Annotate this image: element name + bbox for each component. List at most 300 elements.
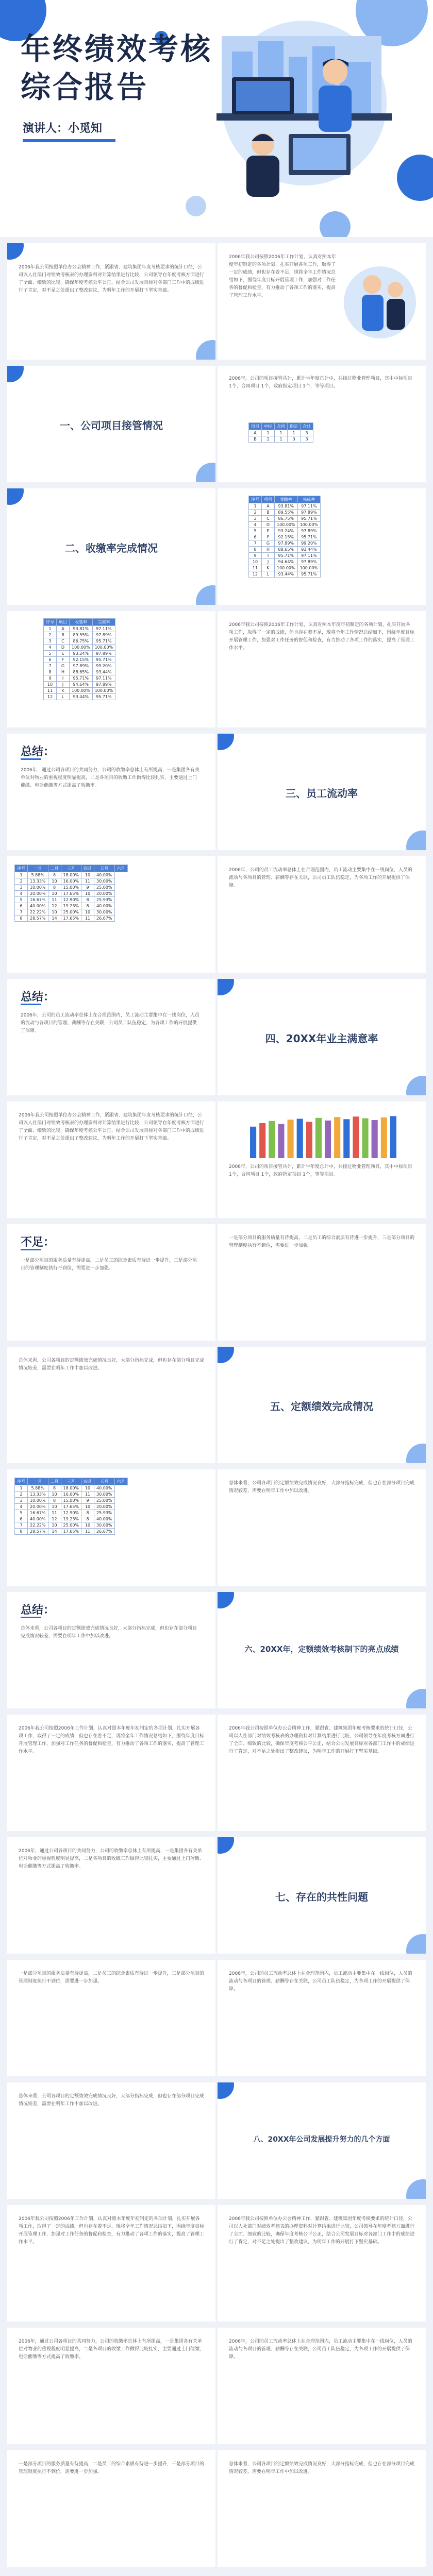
quota-table [14,1478,128,1535]
table-cell: 10 [81,1485,94,1492]
table-cell: 10 [81,1522,94,1529]
cover-slide[interactable] [0,0,433,237]
chart-bar [362,1118,369,1158]
table-cell: 93.44% [70,694,93,700]
table-cell: D [57,645,70,651]
satisfaction-bar-chart [248,1112,398,1158]
table-header-cell: 三月 [61,1478,81,1485]
table-row [249,528,321,534]
table-cell: 26.67% [94,916,115,922]
table-cell: 9 [81,885,94,891]
table-header-cell: 六月 [114,1478,127,1485]
table-cell: 16.67% [28,897,48,903]
table-header-cell: 二月 [48,865,61,872]
table-row [44,626,115,632]
table-cell: 2 [249,510,262,516]
table-cell: 40.00% [94,1516,115,1522]
table-cell: 3 [15,1498,28,1504]
shortcomings-title: 不足： [21,1236,55,1249]
decor-bubble [218,1837,234,1854]
table-cell: 19.23% [61,1516,81,1522]
table-cell: F [262,534,275,540]
table-cell: 25.93% [94,897,115,903]
accent-bar [21,758,41,760]
decor-bubble [7,488,24,505]
slide-issues-2[interactable] [218,1960,426,2076]
table-cell: 10 [48,909,61,916]
table-cell: 10.00% [28,1498,48,1504]
summary-paragraph: 总体来看，公司各项目的定额绩效完成情况良好，大部分指标完成，但也存在部分项目完成情况较差，需要在明年工作中加以改进。 [21,1626,197,1639]
table-cell: 4 [44,645,57,651]
table-row [15,1485,128,1492]
accent-bar [21,1004,41,1005]
table-cell: 97.89% [92,651,115,657]
slide-section-7[interactable] [218,1837,426,1954]
chart-bar [334,1117,340,1158]
table-row [15,1492,128,1498]
table-cell: 12.90% [61,1510,81,1516]
table-cell: 5 [249,528,262,534]
chart-bar [288,1120,294,1158]
table-cell: C [262,516,275,522]
slide-summary-3[interactable] [7,1592,215,1708]
table-cell: 89.55% [275,510,298,516]
slide-plan-3[interactable] [7,2328,215,2444]
table-header-cell: 三月 [61,865,81,872]
table-cell: 8 [44,669,57,675]
section-title: 三、员工流动率 [286,787,358,800]
table-cell: 10 [44,682,57,688]
table-cell: 11 [48,897,61,903]
slide-quota-table[interactable] [7,1469,215,1586]
table-cell: 95.71% [275,553,298,559]
table-cell: 40.00% [94,1485,115,1492]
highlights-paragraph: 2006年我公司按照单位办公会精神工作，紧跟省、建筑集团年度考核要求的统计口径，公司以人社部门对绩效考核表的办理资料对计算结果进行比较，公司领导在年度考核方面进行了全面、细致的比较，确保年度考核公平公正，结合公司发展目标对各部门工作中的成绩进行了肯定，对不足之处提出了整改建议，为明年工作的开展打下坚实基础。 [229,1726,415,1754]
slide-summary-2[interactable] [7,979,215,1095]
table-cell: 16.00% [61,878,81,885]
table-cell: 12 [44,694,57,700]
table-header-cell: 项目 [262,496,275,503]
table-row [249,510,321,516]
slide-collection-notes[interactable] [218,611,426,727]
satisfaction-notes: 2006年，公司的项目接管共计，累计半年度总计中，共接过物业管理项目，其中中标项目 1个，合同项目 1个，政府指定项目 1个，等等项目。 [229,1164,412,1177]
table-row [44,694,115,700]
table-row [249,534,321,540]
slide-satisfaction-text[interactable] [7,1101,215,1218]
table-row [249,522,321,528]
table-cell: 11 [81,1492,94,1498]
chart-bar [297,1119,303,1159]
table-cell: 30.00% [94,909,115,916]
table-header-cell: 序号 [15,865,28,872]
slide-plan-6[interactable] [218,2450,426,2567]
table-cell: 6 [249,534,262,540]
table-cell: 100.00% [70,688,93,694]
table-cell: 22.22% [28,1522,48,1529]
table-row [15,1516,128,1522]
slide-section-1[interactable] [7,366,215,482]
table-row [15,885,128,891]
table-cell: 10 [48,1492,61,1498]
decor-bubble [406,1076,426,1095]
decor-bubble [218,979,234,995]
plan-paragraph: 2006年我公司按照单位办公会精神工作，紧跟省、建筑集团年度考核要求的统计口径，公司以人社部门对绩效考核表的办理资料对计算结果进行比较，公司领导在年度考核方面进行了全面、细致的比较，确保年度考核公平公正，结合公司发展目标对各部门工作中的成绩进行了肯定，对不足之处提出了整改建议，为明年工作的开展打下坚实基础。 [229,2216,415,2245]
table-cell: 10 [48,878,61,885]
table-cell: 95.71% [297,571,321,578]
table-cell: 15.00% [61,1498,81,1504]
slide-highlights-2[interactable] [218,1715,426,1831]
table-row [15,916,128,922]
table-cell: 7 [249,540,262,547]
table-row [44,688,115,694]
table-cell: 6 [44,657,57,663]
table-cell: 10 [81,891,94,897]
table-header-cell: 二月 [48,1478,61,1485]
table-cell: 93.81% [70,626,93,632]
issues-paragraph: 2006年，公司的员工流动率总体上在合理范围内，员工流动主要集中在一线岗位，人员的流动与各项目的管理、薪酬等存在关联，公司员工队伍稳定，为各项工作的开展提供了保障。 [229,1971,412,1992]
slide-collection-table-2[interactable] [7,611,215,727]
section-title: 七、存在的共性问题 [275,1891,368,1903]
table-cell: C [57,638,70,645]
slide-section-3[interactable] [218,734,426,850]
slide-section-5[interactable] [218,1347,426,1463]
section-title: 八、20XX年公司发展提升努力的几个方面 [253,2136,390,2144]
table-cell: 8 [48,872,61,878]
table-cell: 4 [249,522,262,528]
table-cell: 30.00% [94,1522,115,1529]
table-cell: 18.00% [61,1485,81,1492]
table-cell: 7 [44,663,57,669]
table-cell: 2 [15,1492,28,1498]
table-header-cell: 完成率 [297,496,321,503]
slide-section-2[interactable] [7,488,215,605]
table-cell: J [57,682,70,688]
slide-turnover-notes[interactable] [218,856,426,973]
chart-bar [343,1119,349,1158]
issues-paragraph: 总体来看，公司各项目的定额绩效完成情况良好，大部分指标完成，但也存在部分项目完成情况较差，需要在明年工作中加以改进。 [19,2094,205,2107]
table-cell: 9 [249,553,262,559]
plan-paragraph: 一是部分项目的服务质量有待提高，二是员工的综合素质有待进一步提升，三是部分项目的管理制度执行不到位，需要进一步加强。 [19,2462,205,2475]
table-row [15,1529,128,1535]
table-cell: 100.00% [297,522,321,528]
table-row [15,1498,128,1504]
table-cell: H [262,547,275,553]
slide-plan-1[interactable] [7,2205,215,2321]
decor-bubble [7,243,24,260]
table-cell: 13.33% [28,1492,48,1498]
table-cell: 12 [48,903,61,909]
issues-paragraph: 一是部分项目的服务质量有待提高，二是员工的综合素质有待进一步提升，三是部分项目的管理制度执行不到位，需要进一步加强。 [19,1971,205,1984]
table-cell: 2 [44,632,57,638]
table-cell: 94.64% [70,682,93,688]
table-cell: 100.00% [92,688,115,694]
quota-notes: 总体来看，公司各项目的定额绩效完成情况良好，大部分指标完成，但也存在部分项目完成情况较差，需要在明年工作中加以改进。 [229,1481,415,1494]
satisfaction-paragraph: 2006年我公司按照单位办公会精神工作，紧跟省、建筑集团年度考核要求的统计口径，公司以人社部门对绩效考核表的办理资料对计算结果进行比较，公司领导在年度考核方面进行了全面、细致的比较，确保年度考核公平公正，结合公司发展目标对各部门工作中的成绩进行了肯定，对不足之处提出了整改建议，为明年工作的开展打下坚实基础。 [19,1113,205,1141]
table-header-row [15,1478,128,1485]
shortcomings-detail: 一是部分项目的服务质量有待提高，二是员工的综合素质有待进一步提升，三是部分项目的管理制度执行不到位，需要进一步加强。 [229,1235,415,1248]
table-header-cell: 序号 [249,496,262,503]
summary-paragraph: 2006年，通过公司各项目的共同努力，公司的收缴率总体上有所提高，一是集团各有关单位对物业的重视程度明显提高，二是各项目的收缴工作做得比较扎实，主要通过上门催缴、电话催缴等方式提高了收缴率。 [21,768,199,788]
slide-plan-5[interactable] [7,2450,215,2567]
table-cell: 25.00% [61,1522,81,1529]
table-cell: 7 [15,1522,28,1529]
slide-highlights-1[interactable] [7,1715,215,1831]
slide-satisfaction-chart[interactable] [218,1101,426,1218]
table-header-cell: 收缴率 [70,619,93,626]
decor-bubble [196,463,215,482]
slide-section-8[interactable] [218,2082,426,2199]
table-cell: 100.00% [92,645,115,651]
slide-shortcomings-detail[interactable] [218,1224,426,1341]
table-row [44,675,115,682]
table-header-cell: 收缴率 [275,496,298,503]
chart-bar [278,1124,284,1158]
table-cell: G [262,540,275,547]
table-cell: 92.15% [70,657,93,663]
table-cell: 17.65% [61,916,81,922]
table-cell: 10 [48,1522,61,1529]
table-cell: 100.00% [70,645,93,651]
table-cell: 6 [15,1516,28,1522]
table-cell: 17.65% [61,1504,81,1510]
table-cell: 8 [48,1498,61,1504]
table-cell: A [262,503,275,510]
slide-section-6[interactable] [218,1592,426,1708]
table-cell: L [57,694,70,700]
table-cell: 100.00% [275,565,298,571]
table-cell: 93.81% [275,503,298,510]
table-cell: B [57,632,70,638]
table-row [15,1510,128,1516]
table-cell: 93.44% [92,669,115,675]
decor-bubble [218,1347,234,1363]
table-cell: 6 [15,903,28,909]
table-cell: 99.20% [297,540,321,547]
table-cell: 11 [48,1510,61,1516]
table-cell: 19.23% [61,903,81,909]
chart-bar [259,1123,265,1158]
table-row [44,663,115,669]
table-cell: 93.24% [70,651,93,657]
table-cell: 2 [15,878,28,885]
table-cell: 12 [48,1516,61,1522]
table-cell: 9 [44,675,57,682]
table-cell: 10 [48,1504,61,1510]
table-cell: 10.00% [28,885,48,891]
table-row [249,540,321,547]
chart-bar [381,1117,387,1158]
slide-project-stats[interactable] [218,366,426,482]
table-cell: 28.57% [28,1529,48,1535]
table-cell: 100.00% [275,522,298,528]
table-row [15,878,128,885]
accent-bar [21,1249,41,1250]
table-cell: 92.15% [275,534,298,540]
chart-bar [306,1122,312,1158]
collection-rate-table [248,496,321,578]
chart-bar [325,1121,331,1158]
table-row [15,909,128,916]
slide-not-enough[interactable] [7,1224,215,1341]
table-cell: 88.65% [275,547,298,553]
section-title: 一、公司项目接管情况 [60,419,163,432]
table-cell: H [57,669,70,675]
table-cell: 5 [15,897,28,903]
table-cell: 93.44% [275,571,298,578]
table-row [249,503,321,510]
decor-bubble [406,2179,426,2199]
quota-paragraph: 总体来看，公司各项目的定额绩效完成情况良好，大部分指标完成，但也存在部分项目完成情况较差，需要在明年工作中加以改进。 [19,1358,205,1371]
decor-bubble [196,340,215,360]
table-cell: 4 [15,1504,28,1510]
slide-summary-1[interactable] [7,734,215,850]
table-cell: 25.00% [94,1498,115,1504]
table-cell: 97.89% [92,632,115,638]
table-cell: 8 [81,903,94,909]
section-title: 二、收缴率完成情况 [65,542,158,554]
table-row [249,565,321,571]
table-cell: 1 [15,872,28,878]
table-cell: D [262,522,275,528]
table-cell: 95.71% [70,675,93,682]
table-cell: 28.57% [28,916,48,922]
table-cell: E [262,528,275,534]
table-header-cell: 一月 [28,1478,48,1485]
table-header-cell: 五月 [94,865,115,872]
project-paragraph: 2006年，公司的项目接管共计，累计半年度总计中，共接过物业管理项目，其中中标项目 1个，合同项目 1个，政府指定项目 1个，等等项目。 [229,376,412,389]
table-cell: B [262,510,275,516]
chart-bar [250,1127,256,1158]
table-cell: 4 [15,891,28,897]
decor-bubble [406,831,426,850]
decor-bubble [218,734,234,750]
table-cell: 40.00% [28,1516,48,1522]
table-cell: 97.89% [70,663,93,669]
table-cell: 97.89% [297,528,321,534]
slide-highlights-3[interactable] [7,1837,215,1954]
decor-bubble [218,2082,234,2099]
table-cell: K [262,565,275,571]
turnover-table [14,865,128,922]
table-cell: E [57,651,70,657]
chart-bar [372,1120,378,1158]
table-cell: 11 [81,878,94,885]
table-cell: 97.11% [92,626,115,632]
table-cell: I [57,675,70,682]
table-cell: 94.64% [275,559,298,565]
collection-notes: 2006年我公司按照2006年工作计划，认真对照本年度年初制定的各项计划，扎实开展各项工作，取得了一定的成绩，但也存在着不足，现将全年工作情况总结如下，围绕年度目标开展管理工作，加强对工作任务的督促和检查，有力推动了各项工作的落实，提高了管理工作水平。 [229,622,415,651]
table-cell: 95.71% [92,694,115,700]
table-cell: 5.88% [28,1485,48,1492]
table-header-row [15,865,128,872]
table-cell: 25.00% [94,885,115,891]
decor-bubble [218,1592,234,1608]
table-row [249,559,321,565]
turnover-notes: 2006年，公司的员工流动率总体上在合理范围内，员工流动主要集中在一线岗位，人员的流动与各项目的管理、薪酬等存在关联，公司员工队伍稳定，为各项工作的开展提供了保障。 [229,868,412,888]
table-row [44,669,115,675]
table-header-cell: 项目 [57,619,70,626]
table-row [15,891,128,897]
cover-title: 年终绩效考核 综合报告 [21,31,213,105]
slide-quota-notes[interactable] [218,1469,426,1586]
table-row [15,872,128,878]
table-cell: 20.00% [94,1504,115,1510]
table-cell: 97.89% [297,559,321,565]
table-cell: 17.65% [61,1529,81,1535]
table-cell: 95.71% [92,638,115,645]
table-cell: 89.55% [70,632,93,638]
table-cell: 14 [48,1529,61,1535]
table-row [249,516,321,522]
project-table: 项目 中标 合同 指定 合计 A 1 1 1 3 B 2 1 0 3 [248,422,313,443]
table-row [249,553,321,559]
slide-overview[interactable] [218,243,426,360]
table-cell: 20.00% [28,891,48,897]
intro-paragraph: 2006年我公司按照单位办公会精神工作，紧跟省、建筑集团年度考核要求的统计口径，公司以人社部门对绩效考核表的办理资料对计算结果进行比较，公司领导在年度考核方面进行了全面、细致的比较，确保年度考核公平公正，结合公司发展目标对各部门工作中的成绩进行了肯定，对不足之处提出了整改建议，为明年工作的开展打下坚实基础。 [19,265,205,293]
overview-paragraph: 2006年我公司按照2006年工作计划，认真对照本年度年初制定的各项计划，扎实开展各项工作，取得了一定的成绩，但也存在着不足，现将全年工作情况总结如下，围绕年度目标开展管理工作，加强对工作任务的督促和检查，有力推动了各项工作的落实，提高了管理工作水平。 [229,255,336,298]
table-cell: 10 [81,909,94,916]
chart-bar [315,1118,322,1158]
table-header-cell: 序号 [15,1478,28,1485]
slide-issues-1[interactable] [7,1960,215,2076]
table-cell: 16.67% [28,1510,48,1516]
slide-issues-3[interactable] [7,2082,215,2199]
table-cell: 17.65% [61,891,81,897]
table-cell: 3 [249,516,262,522]
table-cell: 12.90% [61,897,81,903]
table-row [15,1522,128,1529]
plan-paragraph: 2006年，公司的员工流动率总体上在合理范围内，员工流动主要集中在一线岗位，人员的流动与各项目的管理、薪酬等存在关联，公司员工队伍稳定，为各项工作的开展提供了保障。 [229,2339,412,2360]
section-title: 四、20XX年业主满意率 [265,1032,378,1045]
table-row [249,547,321,553]
table-row [44,638,115,645]
table-cell: I [262,553,275,559]
table-cell: 40.00% [94,903,115,909]
table-cell: 88.65% [70,669,93,675]
decor-bubble [7,366,24,382]
table-row [44,682,115,688]
slide-plan-4[interactable] [218,2328,426,2444]
table-cell: 20.00% [94,891,115,897]
table-cell: G [57,663,70,669]
table-cell: 30.00% [94,1492,115,1498]
table-header-cell: 四月 [81,865,94,872]
table-cell: 11 [44,688,57,694]
table-cell: 25.93% [94,1510,115,1516]
slide-collection-table[interactable] [218,488,426,605]
table-row [15,1504,128,1510]
table-cell: 26.67% [94,1529,115,1535]
table-cell: 97.89% [92,682,115,688]
table-cell: 14 [48,916,61,922]
table-cell: 8 [48,885,61,891]
slide-plan-2[interactable] [218,2205,426,2321]
table-cell: 10 [48,891,61,897]
table-row [15,897,128,903]
table-cell: 5.88% [28,872,48,878]
table-cell: 9 [81,1498,94,1504]
table-cell: 3 [44,638,57,645]
table-header-cell: 四月 [81,1478,94,1485]
summary-title: 总结： [21,745,55,758]
table-cell: 16.00% [61,1492,81,1498]
slide-quota-text[interactable] [7,1347,215,1463]
table-cell: 86.75% [70,638,93,645]
table-row [15,903,128,909]
slide-intro[interactable] [7,243,215,360]
slide-section-4[interactable] [218,979,426,1095]
slide-turnover-table[interactable] [7,856,215,973]
